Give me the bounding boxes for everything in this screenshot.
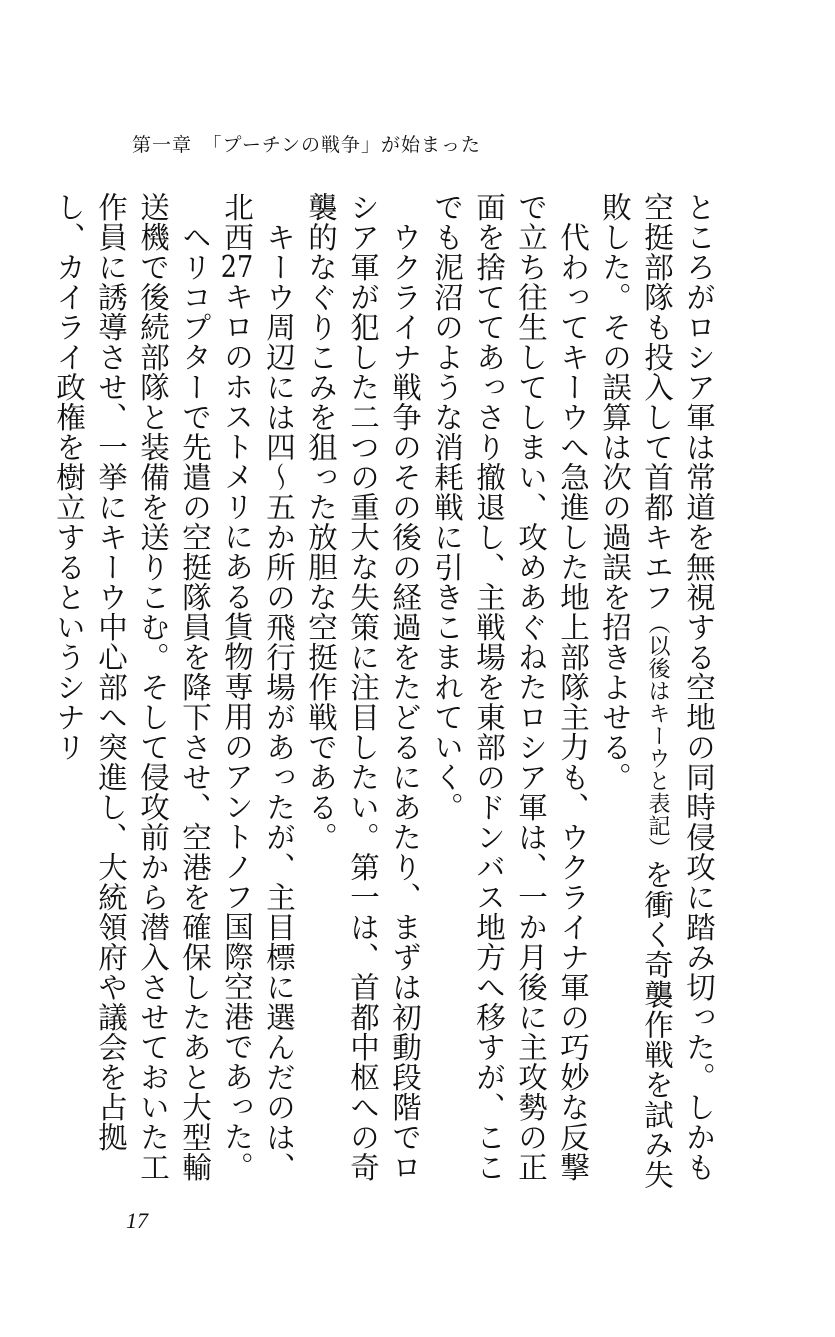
paragraph-2: 代わってキーウへ急進した地上部隊主力も、ウクライナ軍の巧妙な反撃で立ち往生してしまい、攻めあぐねたロシア軍は、一か月後に主攻勢の正面を捨ててあっさり撤退し、主戦場を東部のドンバス地方へ移すが、ここでも泥沼のような消耗戦に引きこまれていく。 <box>430 192 590 1182</box>
paragraph-4-text: キーウ周辺には四〜五か所の飛行場があったが、主目標に選んだのは、北西 <box>220 192 296 1182</box>
paragraph-4 <box>216 192 300 1192</box>
paragraph-4-number: 27 <box>220 252 254 282</box>
body-text <box>52 192 720 1192</box>
running-head: 第一章 「プーチンの戦争」が始まった <box>132 134 481 156</box>
page-number: 17 <box>126 1208 148 1233</box>
paragraph-3: ウクライナ戦争のその後の経過をたどるにあたり、まずは初動段階でロシア軍が犯した二つの重大な失策に注目したい。第一は、首都中枢への奇襲的なぐりこみを狙った放胆な空挺作戦である。 <box>304 192 422 1182</box>
paragraph-4-text-continued: キロのホストメリにある貨物専用のアントノフ国際空港であった。 <box>220 281 254 1182</box>
paragraph-1-text-continued: を衝く奇襲作戦を試み失敗した。その誤算は次の過誤を招きよせる。 <box>598 192 674 1190</box>
paragraph-1 <box>594 192 720 1192</box>
paragraph-1-text: ところがロシア軍は常道を無視する空地の同時侵攻に踏み切った。しかも空挺部隊も投入して首都キエフ <box>640 192 716 1182</box>
paragraph-1-note: （以後はキーウと表記） <box>645 612 670 860</box>
paragraph-5: ヘリコプターで先遣の空挺隊員を降下させ、空港を確保したあと大型輸送機で後続部隊と装備を送りこむ。そして侵攻前から潜入させておいた工作員に誘導させ、一挙にキーウ中心部へ突進し、大統領府や議会を占拠し、カイライ政権を樹立するというシナリ <box>52 192 212 1182</box>
